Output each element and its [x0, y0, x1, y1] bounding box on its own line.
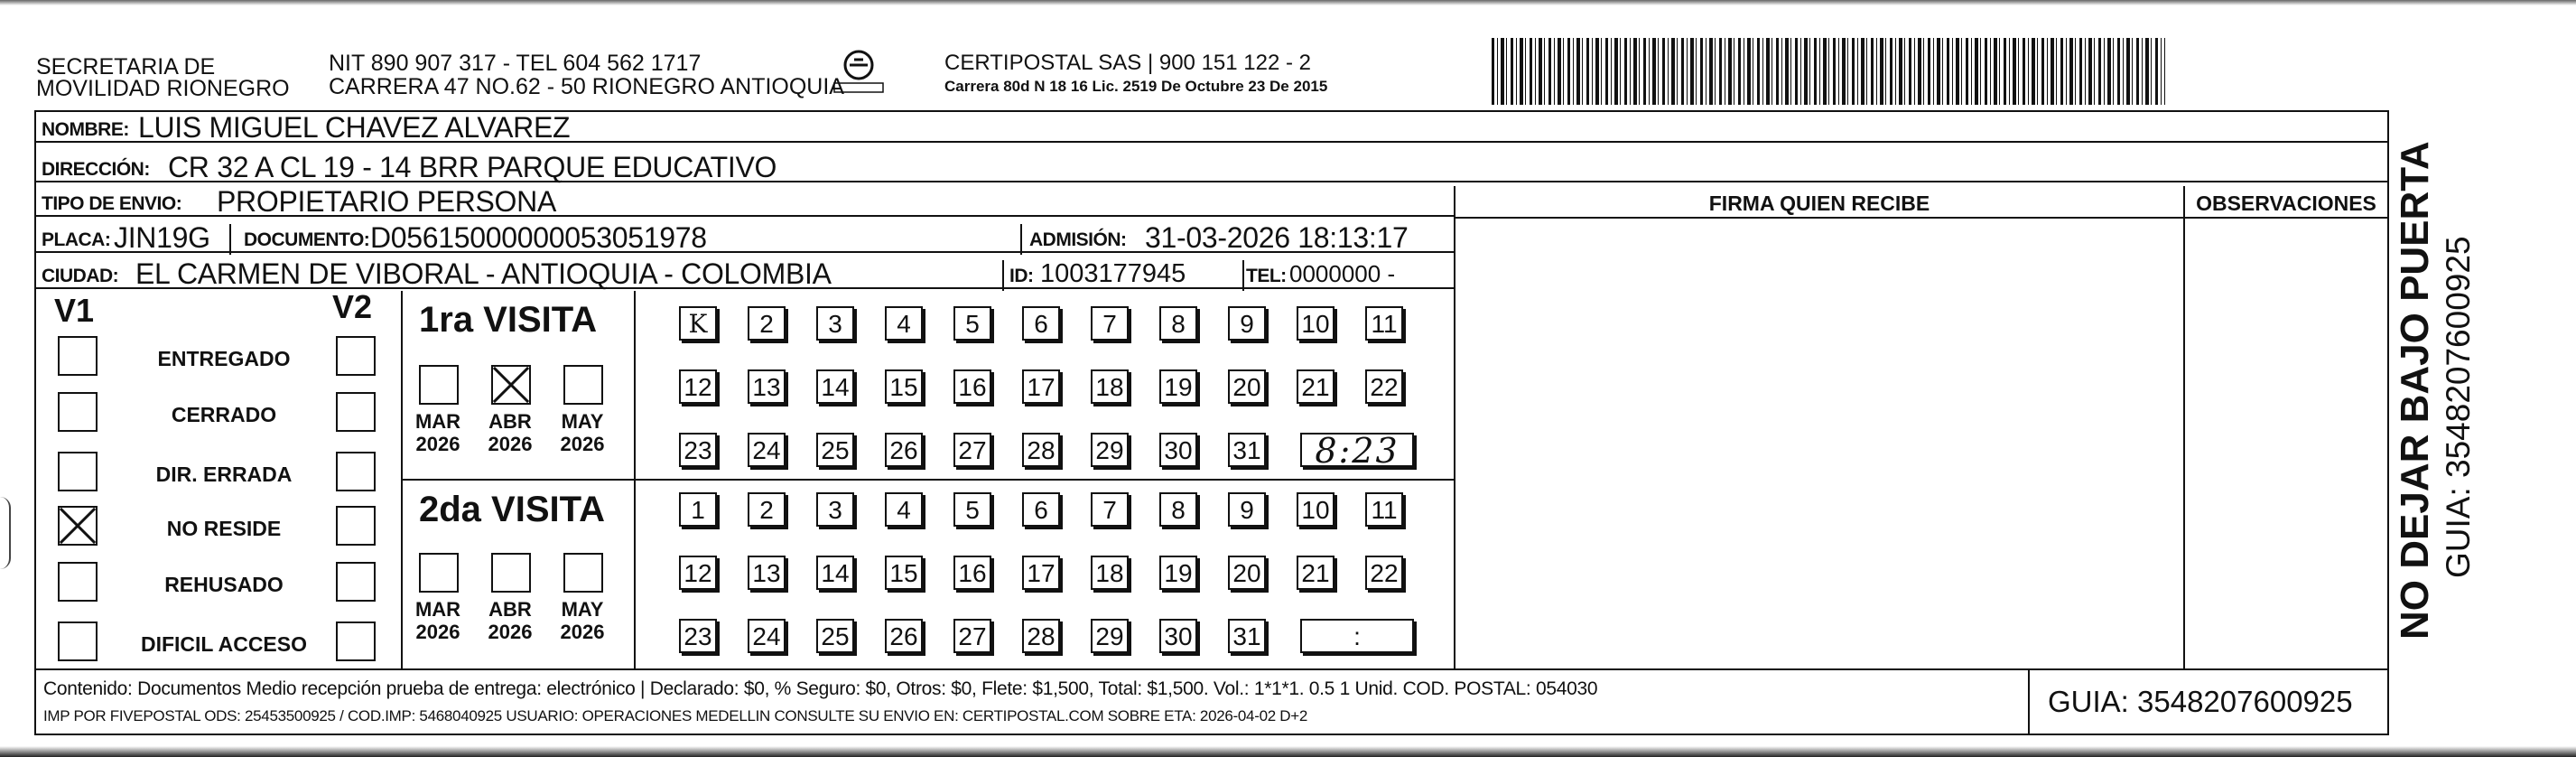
second-visit-day[interactable]: 21: [1297, 556, 1334, 590]
documento-label: DOCUMENTO:: [244, 229, 370, 250]
reason-v1-checkbox[interactable]: [58, 562, 98, 602]
second-visit-day[interactable]: 16: [953, 556, 991, 590]
tipo-value: PROPIETARIO PERSONA: [217, 185, 557, 218]
first-visit-day[interactable]: 7: [1091, 306, 1129, 341]
tipo-label: TIPO DE ENVIO:: [42, 193, 182, 214]
second-visit-day[interactable]: 26: [885, 619, 923, 653]
first-visit-day[interactable]: 5: [953, 306, 991, 341]
month-year: 2026: [488, 621, 533, 644]
month-name: MAR: [414, 410, 461, 433]
reason-v2-checkbox[interactable]: [336, 392, 376, 432]
ciudad-label: CIUDAD:: [42, 266, 119, 286]
month-name: ABR: [488, 598, 532, 621]
documento-value: D05615000000053051978: [370, 221, 707, 254]
second-visit-month-checkbox[interactable]: [419, 553, 459, 593]
first-visit-month-label: [479, 410, 542, 456]
first-visit-day[interactable]: 6: [1022, 306, 1060, 341]
first-visit-day[interactable]: 11: [1365, 306, 1403, 341]
reason-v1-checkbox[interactable]: [58, 452, 98, 491]
reason-v2-checkbox[interactable]: [336, 452, 376, 491]
second-visit-day[interactable]: 2: [748, 492, 786, 527]
certipostal-logo-icon: [831, 47, 887, 98]
second-visit-day[interactable]: 30: [1159, 619, 1197, 653]
second-visit-day[interactable]: 4: [885, 492, 923, 527]
id-label: ID:: [1009, 266, 1034, 286]
first-visit-month-label: [406, 410, 470, 456]
firma-header: FIRMA QUIEN RECIBE: [1708, 192, 1930, 215]
first-visit-day[interactable]: 21: [1297, 369, 1334, 404]
second-visit-month-checkbox[interactable]: [491, 553, 531, 593]
visit-divider: [403, 479, 1454, 481]
first-visit-day[interactable]: 23: [679, 433, 717, 467]
second-visit-day[interactable]: 6: [1022, 492, 1060, 527]
side-guia: GUIA: 3548207600925: [2440, 236, 2477, 578]
direccion-value: CR 32 A CL 19 - 14 BRR PARQUE EDUCATIVO: [168, 151, 777, 183]
first-visit-day[interactable]: 10: [1297, 306, 1334, 341]
first-visit-day[interactable]: 26: [885, 433, 923, 467]
second-visit-day[interactable]: 10: [1297, 492, 1334, 527]
reason-v2-checkbox[interactable]: [336, 562, 376, 602]
reason-v1-checkbox[interactable]: [58, 392, 98, 432]
month-year: 2026: [415, 433, 460, 456]
second-visit-month-checkbox[interactable]: [563, 553, 603, 593]
first-visit-month-checkbox[interactable]: [491, 365, 531, 405]
second-visit-day[interactable]: 23: [679, 619, 717, 653]
first-visit-day[interactable]: 30: [1159, 433, 1197, 467]
placa-value: JIN19G: [114, 221, 210, 254]
footer-divider: [36, 668, 2387, 670]
second-visit-day[interactable]: 9: [1228, 492, 1266, 527]
first-visit-day[interactable]: 4: [885, 306, 923, 341]
reason-v2-checkbox[interactable]: [336, 336, 376, 376]
second-visit-day[interactable]: 13: [748, 556, 786, 590]
tel-value: 0000000 -: [1289, 260, 1396, 287]
month-year: 2026: [560, 433, 605, 456]
second-visit-day[interactable]: 25: [816, 619, 854, 653]
first-visit-day[interactable]: 29: [1091, 433, 1129, 467]
second-visit-day[interactable]: 11: [1365, 492, 1403, 527]
first-visit-day[interactable]: 28: [1022, 433, 1060, 467]
v1-label: V1: [54, 292, 95, 329]
second-visit-day[interactable]: 17: [1022, 556, 1060, 590]
first-visit-month-checkbox[interactable]: [419, 365, 459, 405]
admision-label: ADMISIÓN:: [1029, 229, 1127, 250]
placa-label: PLACA:: [42, 229, 111, 250]
second-visit-day[interactable]: 28: [1022, 619, 1060, 653]
second-visit-day[interactable]: 8: [1159, 492, 1197, 527]
second-visit-day[interactable]: 15: [885, 556, 923, 590]
second-visit-day[interactable]: 29: [1091, 619, 1129, 653]
first-visit-day[interactable]: 17: [1022, 369, 1060, 404]
second-visit-day[interactable]: 27: [953, 619, 991, 653]
first-visit-day[interactable]: 20: [1228, 369, 1266, 404]
second-visit-day[interactable]: 12: [679, 556, 717, 590]
first-visit-month-checkbox[interactable]: [563, 365, 603, 405]
first-visit-title: 1ra VISITA: [419, 300, 598, 340]
second-visit-day[interactable]: 22: [1365, 556, 1403, 590]
second-visit-day[interactable]: 19: [1159, 556, 1197, 590]
reason-v1-checkbox[interactable]: [58, 621, 98, 661]
firma-column-left: [1454, 186, 1455, 668]
nombre-value: LUIS MIGUEL CHAVEZ ALVAREZ: [138, 111, 571, 144]
first-visit-day[interactable]: 14: [816, 369, 854, 404]
nombre-row: [36, 112, 2387, 143]
month-year: 2026: [560, 621, 605, 644]
direccion-label: DIRECCIÓN:: [42, 159, 150, 180]
second-visit-month-label: [551, 598, 614, 644]
second-visit-day[interactable]: 14: [816, 556, 854, 590]
second-visit-time[interactable]: :: [1300, 619, 1414, 653]
first-visit-day[interactable]: 19: [1159, 369, 1197, 404]
second-visit-title: 2da VISITA: [419, 490, 605, 529]
first-visit-day[interactable]: 18: [1091, 369, 1129, 404]
top-edge: [0, 0, 2576, 5]
tipo-row: [36, 186, 1455, 217]
courier-line2: Carrera 80d N 18 16 Lic. 2519 De Octubre 23 De 2015: [944, 78, 1328, 95]
first-visit-day[interactable]: 3: [816, 306, 854, 341]
second-visit-day[interactable]: 3: [816, 492, 854, 527]
side-warning: NO DEJAR BAJO PUERTA: [2393, 141, 2437, 640]
month-year: 2026: [415, 621, 460, 644]
first-visit-month-label: [551, 410, 614, 456]
reason-label: CERRADO: [171, 403, 277, 426]
first-visit-day[interactable]: 24: [748, 433, 786, 467]
first-visit-day[interactable]: 31: [1228, 433, 1266, 467]
second-visit-day[interactable]: 1: [679, 492, 717, 527]
footer-imp: IMP POR FIVEPOSTAL ODS: 25453500925 / COD.IMP: 5468040925 USUARIO: OPERACIONES MEDELLIN CONSULTE SU ENVIO EN: CERTIPOSTAL.COM SOBRE ETA: 2026-04-02 D+2: [43, 707, 1308, 724]
issuer-line1: SECRETARIA DE: [36, 54, 216, 79]
issuer-line2: MOVILIDAD RIONEGRO: [36, 76, 290, 101]
id-value: 1003177945: [1040, 259, 1186, 288]
second-visit-day[interactable]: 31: [1228, 619, 1266, 653]
first-visit-day[interactable]: 12: [679, 369, 717, 404]
second-visit-day[interactable]: 20: [1228, 556, 1266, 590]
direccion-row: [36, 152, 2387, 182]
address-line: CARRERA 47 NO.62 - 50 RIONEGRO ANTIOQUIA: [329, 74, 844, 99]
month-name: MAY: [561, 598, 604, 621]
first-visit-time[interactable]: 8:23: [1300, 433, 1414, 467]
month-year: 2026: [488, 433, 533, 456]
bottom-edge: [0, 746, 2576, 757]
first-visit-day[interactable]: 2: [748, 306, 786, 341]
placa-row: [36, 222, 1455, 253]
month-name: MAR: [414, 598, 461, 621]
first-visit-day[interactable]: 16: [953, 369, 991, 404]
obs-column-left: [2183, 186, 2185, 668]
footer-contenido: Contenido: Documentos Medio recepción prueba de entrega: electrónico | Declarado: $0, % Seguro: $0, Otros: $0, Flete: $1,500, Total: $1,500. Vol.: 1*1*1. 0.5 1 Unid. COD. POSTAL: 054030: [43, 678, 1598, 699]
nit-line: NIT 890 907 317 - TEL 604 562 1717: [329, 51, 702, 76]
second-visit-day[interactable]: 7: [1091, 492, 1129, 527]
first-visit-day[interactable]: 25: [816, 433, 854, 467]
first-visit-day[interactable]: 27: [953, 433, 991, 467]
second-visit-month-label: [406, 598, 470, 644]
reason-label: DIFICIL ACCESO: [140, 632, 307, 656]
second-visit-day[interactable]: 24: [748, 619, 786, 653]
reason-label: ENTREGADO: [157, 347, 291, 370]
admision-value: 31-03-2026 18:13:17: [1145, 221, 1409, 254]
v2-label: V2: [332, 288, 373, 325]
reason-label: DIR. ERRADA: [155, 463, 293, 486]
reason-v2-checkbox[interactable]: [336, 506, 376, 546]
reason-v1-checkbox[interactable]: [58, 506, 98, 546]
tel-label: TEL:: [1246, 266, 1287, 286]
reason-v2-checkbox[interactable]: [336, 621, 376, 661]
first-visit-day[interactable]: 9: [1228, 306, 1266, 341]
reason-label: NO RESIDE: [166, 517, 282, 540]
ciudad-value: EL CARMEN DE VIBORAL - ANTIOQUIA - COLOMBIA: [135, 257, 832, 290]
first-visit-day[interactable]: 13: [748, 369, 786, 404]
reason-label: REHUSADO: [164, 573, 284, 596]
month-name: MAY: [561, 410, 604, 433]
second-visit-day[interactable]: 5: [953, 492, 991, 527]
second-visit-day[interactable]: 18: [1091, 556, 1129, 590]
first-visit-day[interactable]: 22: [1365, 369, 1403, 404]
first-visit-day[interactable]: 15: [885, 369, 923, 404]
observaciones-header: OBSERVACIONES: [2196, 192, 2376, 215]
footer-guia: GUIA: 3548207600925: [2048, 685, 2353, 718]
month-name: ABR: [488, 410, 532, 433]
first-visit-day[interactable]: 8: [1159, 306, 1197, 341]
barcode: [1492, 38, 2165, 105]
first-day-marked[interactable]: K: [679, 306, 717, 341]
scan-mark: [0, 497, 11, 569]
nombre-label: NOMBRE:: [42, 119, 129, 140]
reason-v1-checkbox[interactable]: [58, 336, 98, 376]
second-visit-month-label: [479, 598, 542, 644]
courier-line1: CERTIPOSTAL SAS | 900 151 122 - 2: [944, 51, 1311, 75]
